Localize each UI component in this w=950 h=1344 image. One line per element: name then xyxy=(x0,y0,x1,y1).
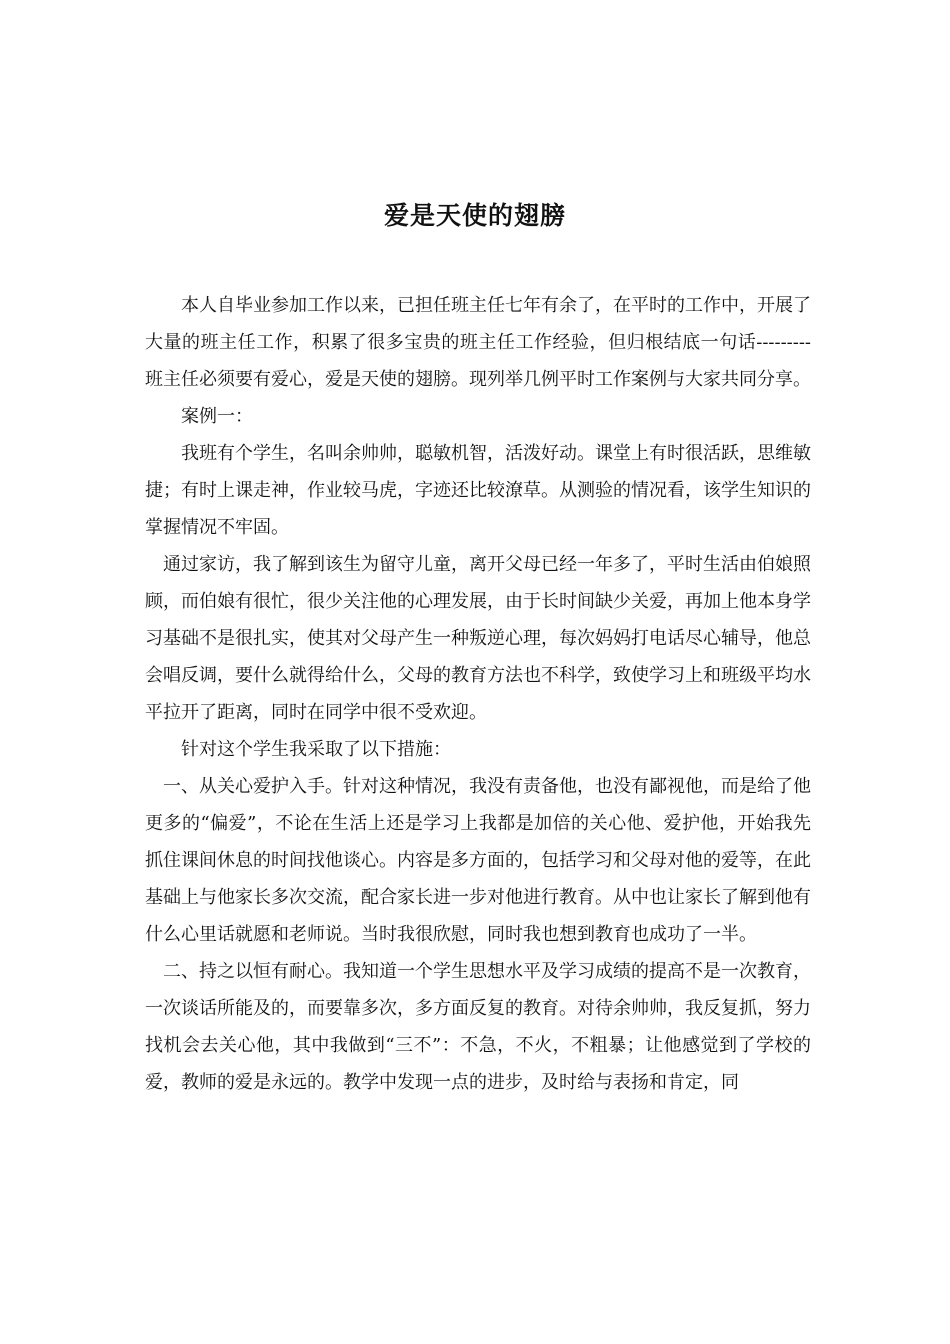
measure-one-paragraph: 一、从关心爱护入手。针对这种情况，我没有责备他，也没有鄙视他，而是给了他更多的“偏爱”，不论在生活上还是学习上我都是加倍的关心他、爱护他，开始我先抓住课间休息的时间找他谈心。内容是多方面的，包括学习和父母对他的爱等，在此基础上与他家长多次交流，配合家长进一步对他进行教育。从中也让家长了解到他有什么心里话就愿和老师说。当时我很欣慰，同时我也想到教育也成功了一半。 xyxy=(145,776,811,945)
student-description-paragraph: 我班有个学生，名叫余帅帅，聪敏机智，活泼好动。课堂上有时很活跃，思维敏捷；有时上课走神，作业较马虎，字迹还比较潦草。从测验的情况看，该学生知识的掌握情况不牢固。 xyxy=(145,443,811,538)
measures-heading: 针对这个学生我采取了以下措施： xyxy=(181,739,451,760)
home-visit-paragraph: 通过家访，我了解到该生为留守儿童，离开父母已经一年多了，平时生活由伯娘照顾，而伯娘有很忙，很少关注他的心理发展，由于长时间缺少关爱，再加上他本身学习基础不是很扎实，使其对父母产生一种叛逆心理，每次妈妈打电话尽心辅导，他总会唱反调，要什么就得给什么，父母的教育方法也不科学，致使学习上和班级平均水平拉开了距离，同时在同学中很不受欢迎。 xyxy=(145,554,811,723)
measure-two-paragraph: 二、持之以恒有耐心。我知道一个学生思想水平及学习成绩的提高不是一次教育，一次谈话所能及的，而要靠多次，多方面反复的教育。对待余帅帅，我反复抓，努力找机会去关心他，其中我做到“三不”：不急，不火，不粗暴；让他感觉到了学校的爱，教师的爱是永远的。教学中发现一点的进步，及时给与表扬和肯定，同 xyxy=(145,961,811,1093)
case-heading: 案例一： xyxy=(181,406,253,427)
intro-paragraph: 本人自毕业参加工作以来，已担任班主任七年有余了，在平时的工作中，开展了大量的班主任工作，积累了很多宝贵的班主任工作经验，但归根结底一句话---------班主任必须要有爱心，爱是天使的翅膀。现列举几例平时工作案例与大家共同分享。 xyxy=(145,295,811,390)
document-body xyxy=(145,287,811,1101)
document-title: 爱是天使的翅膀 xyxy=(383,201,566,230)
